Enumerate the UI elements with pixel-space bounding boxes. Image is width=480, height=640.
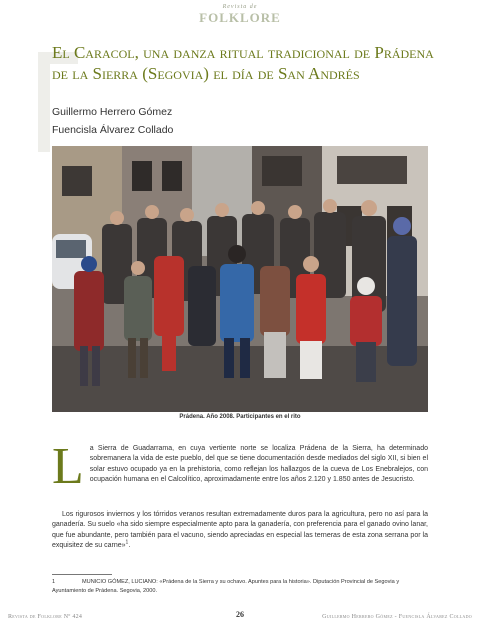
journal-name-small: Revista de <box>222 4 258 10</box>
footnote-divider <box>52 574 112 575</box>
article-title: El Caracol, una danza ritual tradicional de Prádena de la Sierra (Segovia) el día de San Andrés <box>52 43 434 83</box>
paragraph-text: a Sierra de Guadarrama, en cuya vertiente norte se localiza Prádena de la Sierra, ha determinado sobremanera la vida de este pueblo, del que se tiene documentación desde mediados del siglo XII, si bien el solar estuvo ocupado ya en la prehistoria, como reflejan los hallazgos de la cueva de Los Enebralejos, con ocupación humana en el Calcolítico, aproximadamente entre los años 2.120 y 1.850 antes de Jesucristo. <box>89 445 428 484</box>
footnote-number: 1 <box>52 579 56 585</box>
body-paragraph: Los rigurosos inviernos y los tórridos veranos resultan extremadamente duros para la agricultura, pero no así para la ganadería. Su suelo «ha sido siempre especialmente apto para la ganadería, con preferencia para el ganado ovino lanar, que fue abundante, pero también para el vacuno, siendo apreciadas en especial las terneras de esta zona serrana por la exquisitez de su carne»$^1$. <box>52 511 428 550</box>
journal-logo: FOLKLORE <box>199 10 281 25</box>
body-paragraph <box>52 438 428 495</box>
footer-authors: Guillermo Herrero Gómez - Fuencisla Álvarez Collado <box>322 614 472 620</box>
footnote-reference[interactable]: 1 <box>125 539 129 546</box>
page-number: 26 <box>236 610 244 619</box>
photo-illustration <box>52 146 428 412</box>
footnote <box>52 578 428 595</box>
group-photo <box>52 146 428 412</box>
footnote-text: MUNICIO GÓMEZ, LUCIANO: «Prádena de la Sierra y su ochavo. Apuntes para la historia». Diputación Provincial de Segovia y Ayuntamiento de Prádena. Segovia, 2000. <box>52 579 400 594</box>
footer-journal-issue: Revista de Folklore Nº 424 <box>8 614 83 620</box>
author-name: Fuencisla Álvarez Collado <box>52 124 174 136</box>
photo-caption: Prádena. Año 2008. Participantes en el rito <box>179 414 301 420</box>
author-name: Guillermo Herrero Gómez <box>52 106 173 118</box>
paragraph-text: Los rigurosos inviernos y los tórridos veranos resultan extremadamente duros para la agricultura, pero no así para la ganadería. Su suelo «ha sido siempre especialmente apto para la ganadería, con preferencia para el ganado ovino lanar, que fue abundante, pero también para el vacuno, siendo apreciadas en especial las terneras de esta zona serrana por la exquisitez de su carne» <box>52 511 428 550</box>
journal-masthead <box>0 4 480 24</box>
drop-cap: L <box>52 438 84 495</box>
